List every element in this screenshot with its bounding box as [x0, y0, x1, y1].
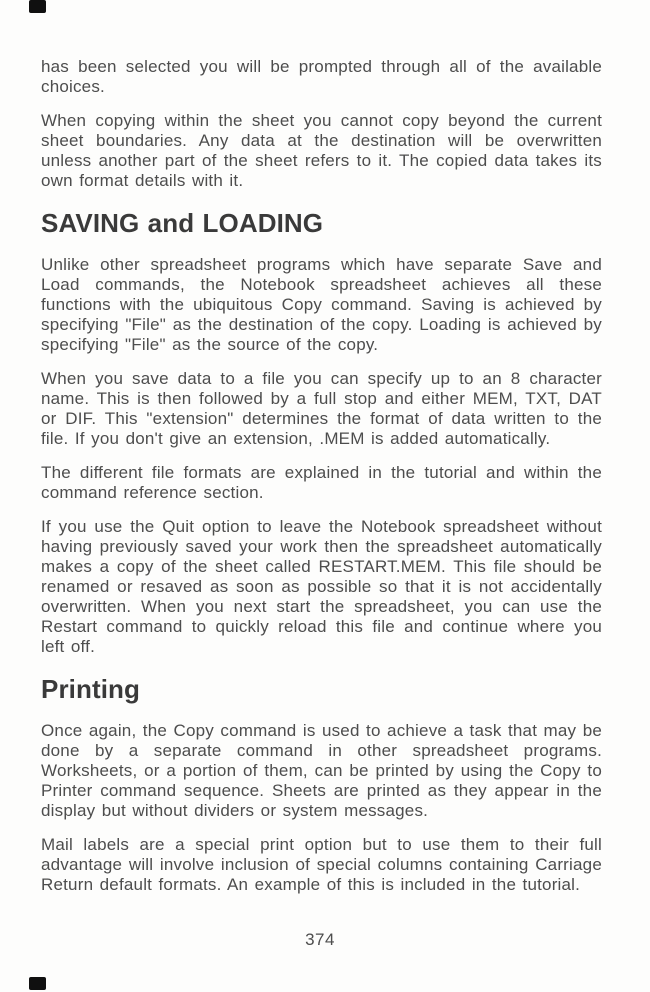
paragraph-mail-labels: Mail labels are a special print option but to use them to their full advantage will involve inclusion of special columns containing Carriage Return default formats. An example of this is included in the tutorial.	[41, 835, 602, 894]
section-heading-printing: Printing	[41, 674, 141, 704]
paragraph-quit-restart-mem: If you use the Quit option to leave the Notebook spreadsheet without having previously saved your work then the spreadsheet automatically makes a copy of the sheet called RESTART.MEM. This file should be renamed or resaved as soon as possible so that it is not accidentally overwritten. When you next start the spreadsheet, you can use the Restart command to quickly reload this file and continue where you left off.	[41, 517, 602, 656]
paragraph-copy-to-printer: Once again, the Copy command is used to achieve a task that may be done by a separate command in other spreadsheet programs. Worksheets, or a portion of them, can be printed by using the Copy to Printer command sequence. Sheets are printed as they appear in the display but without dividers or system messages.	[41, 721, 602, 820]
section-heading-saving-and-loading: SAVING and LOADING	[41, 208, 324, 238]
paragraph-file-formats-reference: The different file formats are explained in the tutorial and within the command reference section.	[41, 463, 602, 502]
paragraph-continuation: has been selected you will be prompted through all of the available choices.	[41, 57, 602, 96]
paragraph-save-load-via-copy: Unlike other spreadsheet programs which have separate Save and Load commands, the Notebook spreadsheet achieves all these functions with the ubiquitous Copy command. Saving is achieved by specifying "File" as the destination of the copy. Loading is achieved by specifying "File" as the source of the copy.	[41, 255, 602, 354]
page-number: 374	[305, 930, 335, 949]
page-content	[41, 57, 602, 909]
print-registration-mark-top	[29, 0, 46, 13]
paragraph-copy-within-sheet: When copying within the sheet you cannot copy beyond the current sheet boundaries. Any data at the destination will be overwritten unless another part of the sheet refers to it. The copied data takes its own format details with it.	[41, 111, 602, 190]
paragraph-file-names-extensions: When you save data to a file you can specify up to an 8 character name. This is then followed by a full stop and either MEM, TXT, DAT or DIF. This "extension" determines the format of data written to the file. If you don't give an extension, .MEM is added automatically.	[41, 369, 602, 448]
print-registration-mark-bottom	[29, 977, 46, 990]
